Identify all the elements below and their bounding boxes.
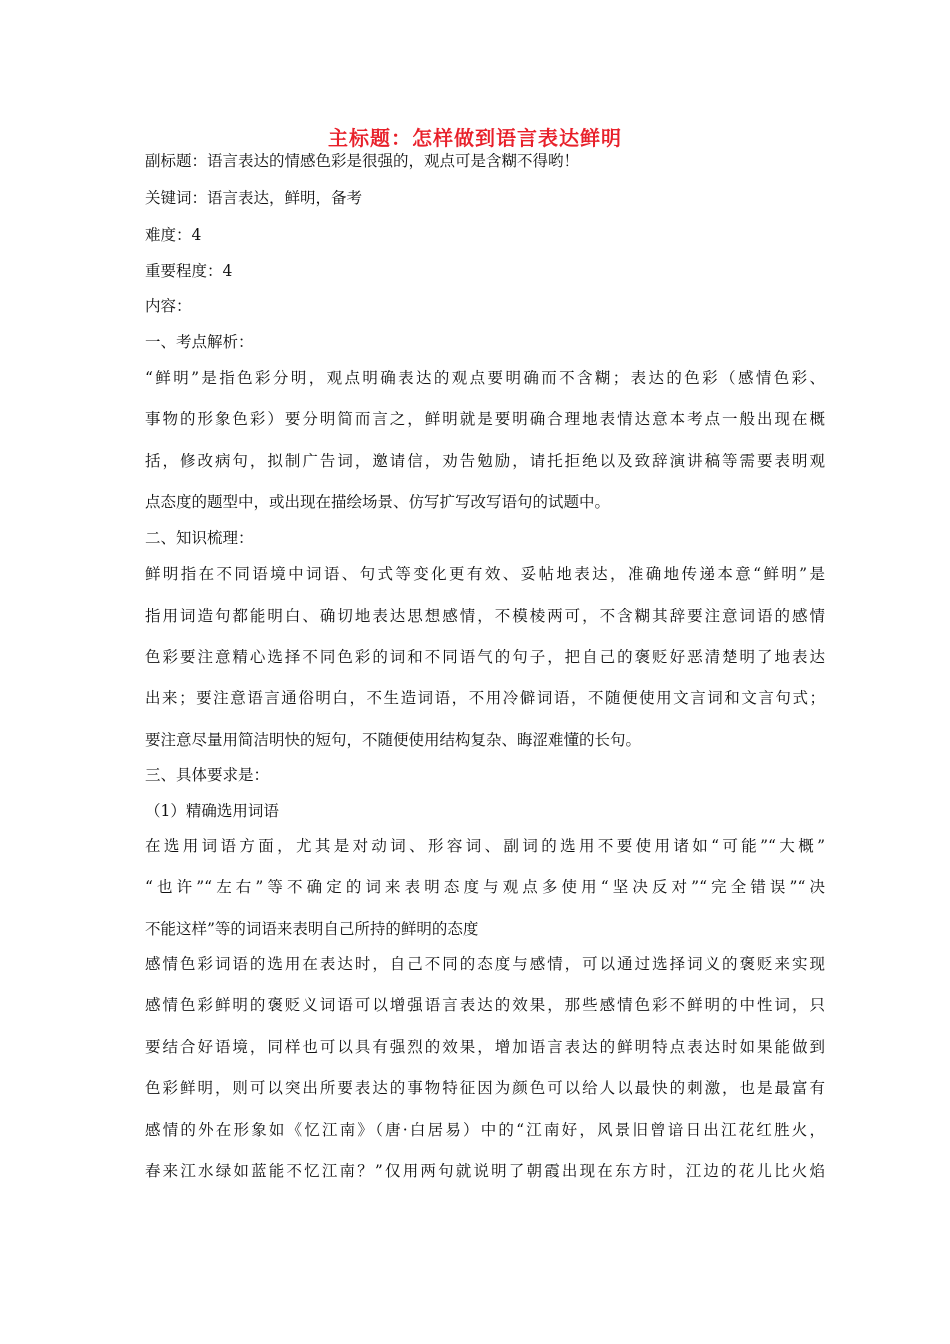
paragraph-line: 色彩鲜明，则可以突出所要表达的事物特征因为颜色可以给人以最快的刺激，也是最富有 — [145, 1079, 825, 1097]
paragraph-line: 感情色彩词语的选用在表达时，自己不同的态度与感情，可以通过选择词义的褒贬来实现 — [145, 955, 825, 973]
paragraph-line: “也许”“左右”等不确定的词来表明态度与观点多使用“坚决反对”“完全错误”“决 — [145, 878, 825, 896]
main-title: 主标题：怎样做到语言表达鲜明 — [328, 126, 622, 150]
content-label: 内容： — [145, 297, 192, 315]
paragraph-line: 要注意尽量用简洁明快的短句，不随便使用结构复杂、晦涩难懂的长句。 — [145, 731, 642, 749]
subtitle: 副标题：语言表达的情感色彩是很强的，观点可是含糊不得哟！ — [145, 152, 580, 170]
paragraph-line: 在选用词语方面，尤其是对动词、形容词、副词的选用不要使用诸如“可能”“大概” — [145, 837, 825, 855]
subsection-heading: （1）精确选用词语 — [145, 802, 279, 820]
section-heading-analysis: 一、考点解析： — [145, 333, 254, 351]
difficulty: 难度：4 — [145, 226, 202, 244]
paragraph-line: 要结合好语境，同样也可以具有强烈的效果，增加语言表达的鲜明特点表达时如果能做到 — [145, 1038, 825, 1056]
section-heading-requirements: 三、具体要求是： — [145, 766, 270, 784]
paragraph-line: 鲜明指在不同语境中词语、句式等变化更有效、妥帖地表达，准确地传递本意“鲜明”是 — [145, 565, 825, 583]
importance: 重要程度：4 — [145, 262, 233, 280]
section-heading-knowledge: 二、知识梳理： — [145, 529, 254, 547]
paragraph-line: 事物的形象色彩）要分明简而言之，鲜明就是要明确合理地表情达意本考点一般出现在概 — [145, 410, 825, 428]
keywords: 关键词：语言表达，鲜明，备考 — [145, 189, 363, 207]
paragraph-line: 指用词造句都能明白、确切地表达思想感情，不模棱两可，不含糊其辞要注意词语的感情 — [145, 607, 825, 625]
paragraph-line: “鲜明”是指色彩分明，观点明确表达的观点要明确而不含糊；表达的色彩（感情色彩、 — [145, 369, 825, 387]
paragraph-line: 感情色彩鲜明的褒贬义词语可以增强语言表达的效果，那些感情色彩不鲜明的中性词，只 — [145, 996, 825, 1014]
paragraph-line: 色彩要注意精心选择不同色彩的词和不同语气的句子，把自己的褒贬好恶清楚明了地表达 — [145, 648, 825, 666]
paragraph-line: 感情的外在形象如《忆江南》（唐·白居易）中的“江南好，风景旧曾谙日出江花红胜火， — [145, 1121, 825, 1139]
paragraph-line: 出来；要注意语言通俗明白，不生造词语，不用冷僻词语，不随便使用文言词和文言句式； — [145, 689, 825, 707]
paragraph-line: 不能这样”等的词语来表明自己所持的鲜明的态度 — [145, 920, 479, 938]
paragraph-line: 点态度的题型中，或出现在描绘场景、仿写扩写改写语句的试题中。 — [145, 493, 611, 511]
paragraph-line: 春来江水绿如蓝能不忆江南？”仅用两句就说明了朝霞出现在东方时，江边的花儿比火焰 — [145, 1162, 825, 1180]
paragraph-line: 括，修改病句，拟制广告词，邀请信，劝告勉励，请托拒绝以及致辞演讲稿等需要表明观 — [145, 452, 825, 470]
